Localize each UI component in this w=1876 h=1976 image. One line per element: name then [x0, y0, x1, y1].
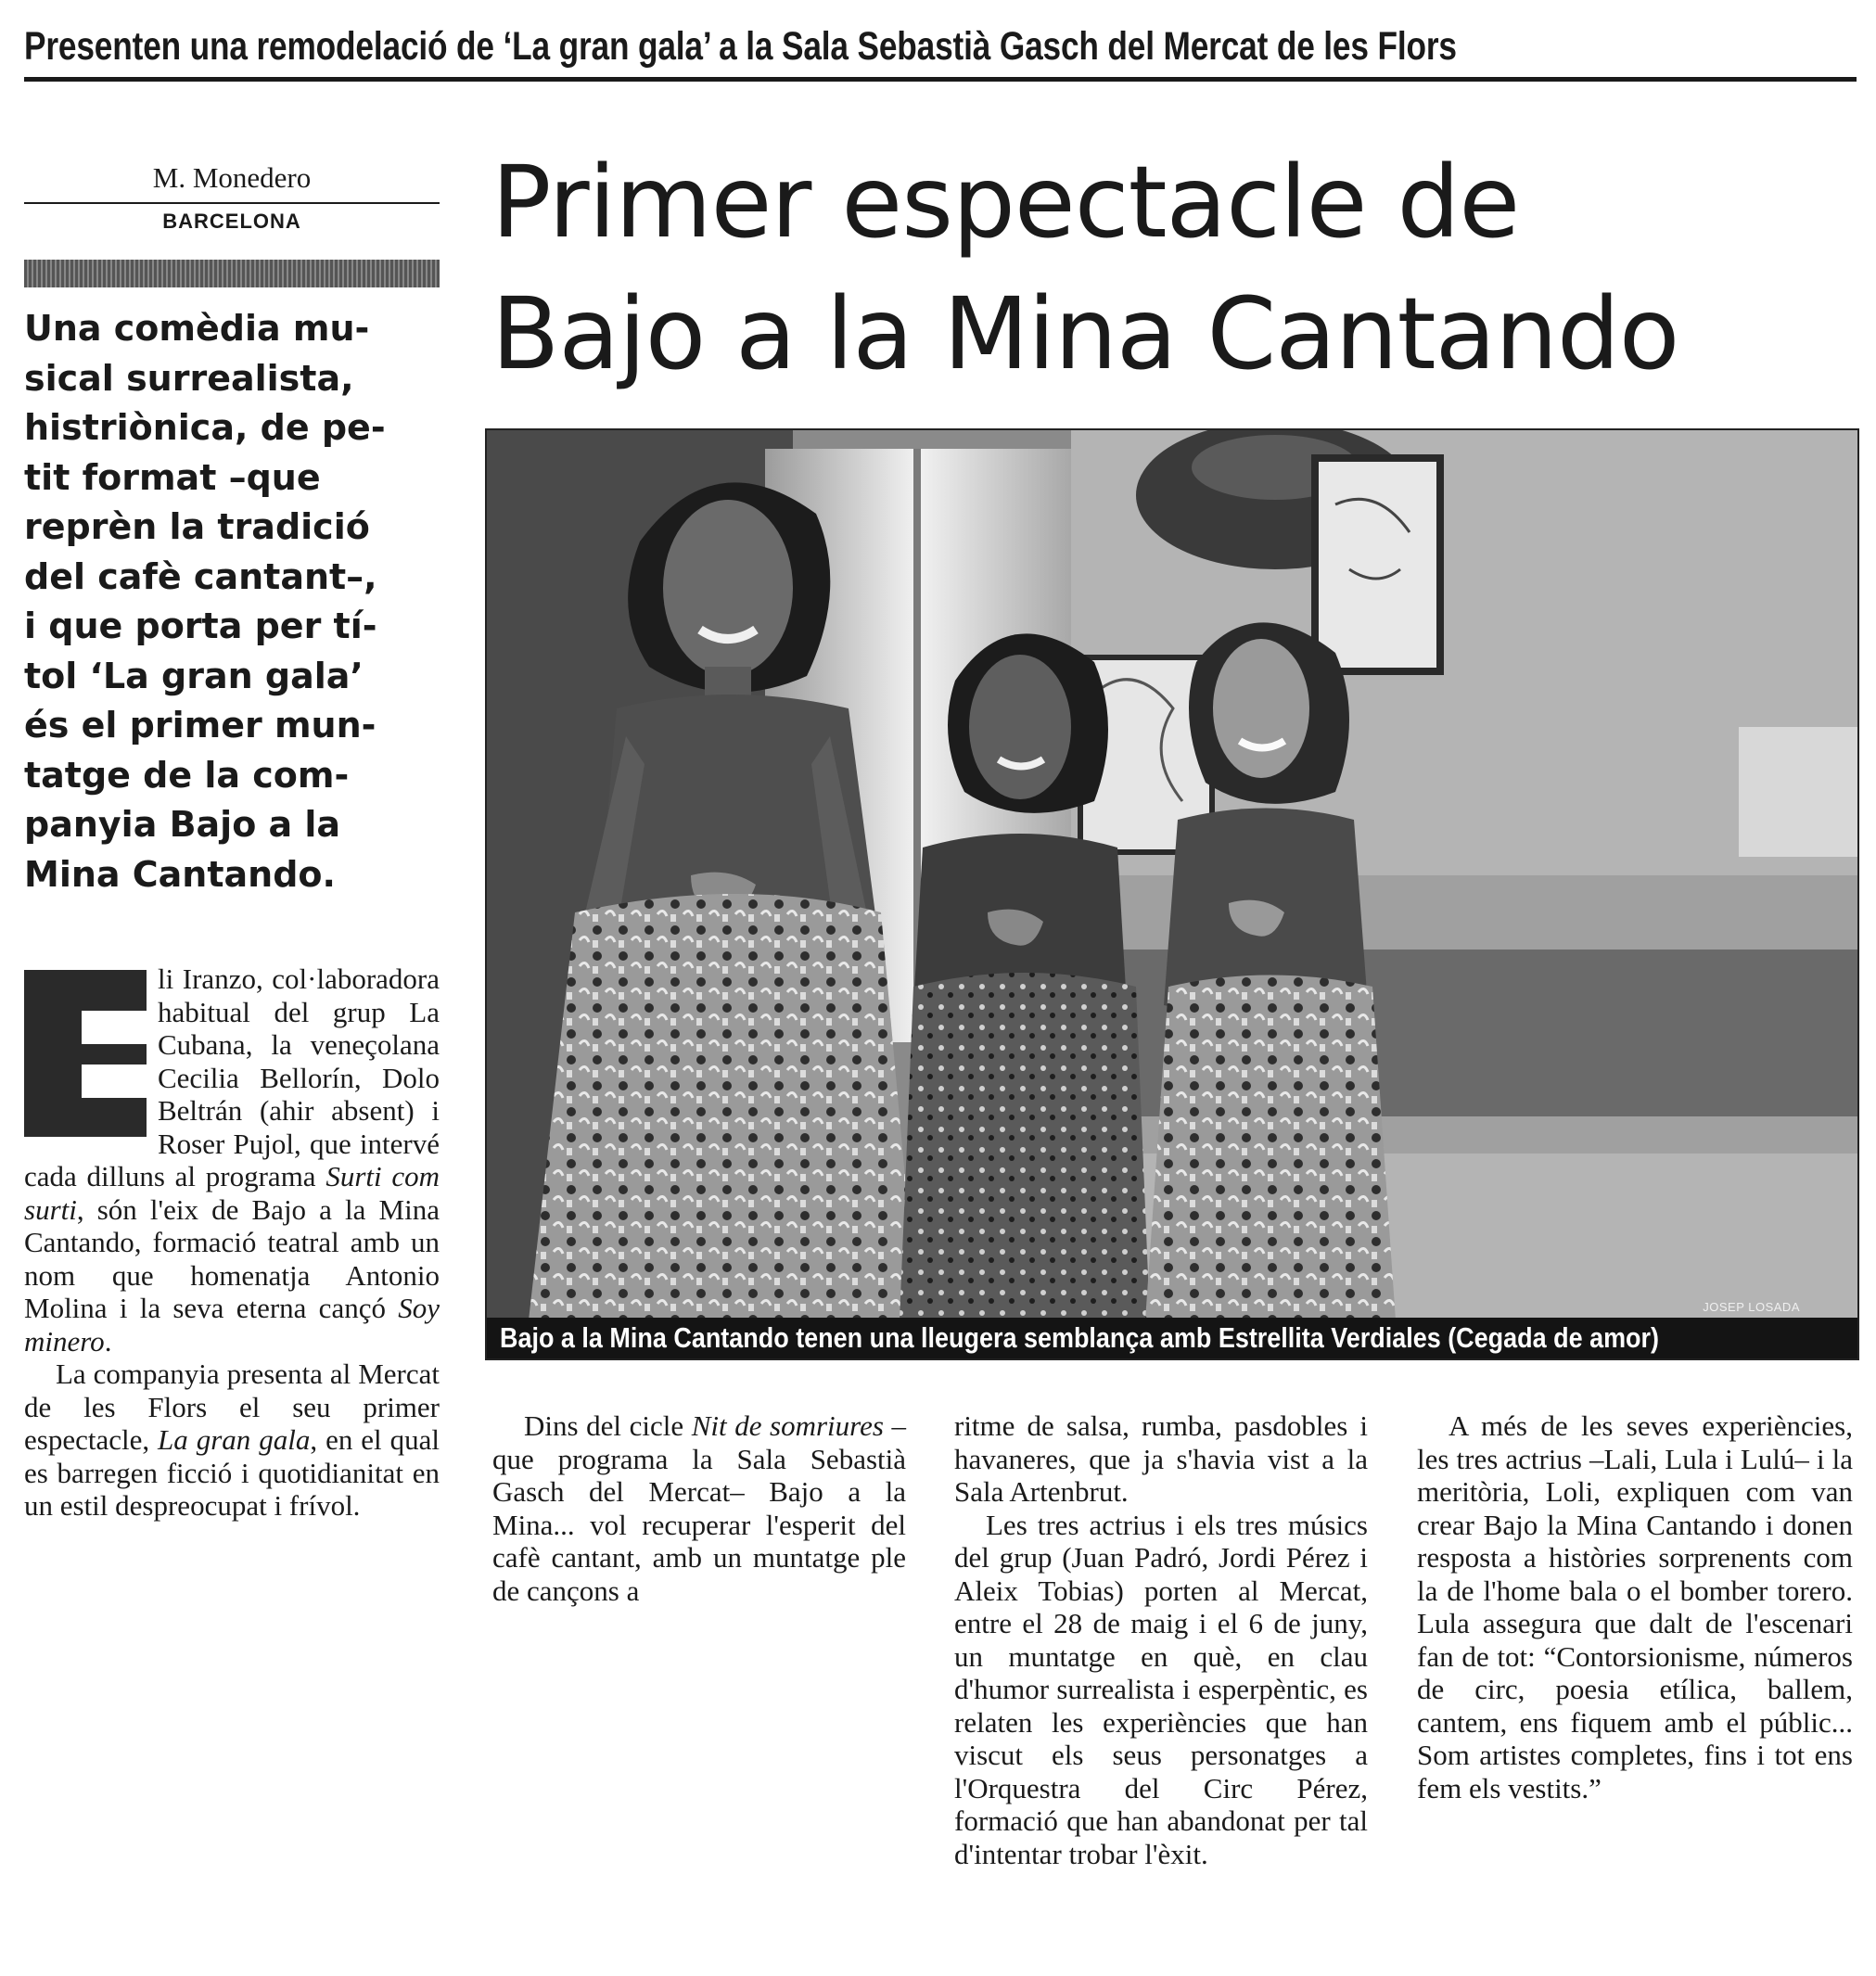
- byline-city: BARCELONA: [162, 210, 301, 233]
- photo-caption-text: Bajo a la Mina Cantando tenen una lleugera semblança amb Estrellita Verdiales (Cegada de amor): [500, 1321, 1659, 1354]
- text-run: Dins del cicle: [524, 1409, 692, 1442]
- paragraph: ritme de salsa, rumba, pasdobles i havaneres, que ja s'havia vist a la Sala Artenbrut.: [954, 1409, 1368, 1508]
- byline-author: M. Monedero: [24, 159, 440, 204]
- body-column-1: [24, 963, 440, 1523]
- paragraph: [492, 1409, 906, 1607]
- headline: [491, 137, 1864, 401]
- program-title: Surti com surti: [24, 1160, 440, 1226]
- article-summary: Una comèdia mu- sical surrealista, histriònica, de pe- tit format –que reprèn la tradició del cafè cantant–, i que porta per tí- tol ‘La gran gala’ és el primer mun- tatge de la com- panyia Bajo a la Mina Cantando.: [24, 308, 386, 895]
- show-title: La gran gala: [158, 1423, 311, 1456]
- photo-illustration: [487, 430, 1857, 1358]
- paragraph: A més de les seves experiències, les tres actrius –Lali, Lula i Lulú– i la meritòria, Loli, expliquen com van crear Bajo la Mina Cantando i donen resposta a històries sorprenents com la de l'home bala o el bomber torero. Lula assegura que dalt de l'escenari fan de tot: “Contorsionisme, números de circ, poesia etílica, ballem, cantem, ens fiquem amb el públic... Som artistes completes, fins i tot ens fem els vestits.”: [1417, 1409, 1853, 1804]
- paragraph: [24, 1358, 440, 1523]
- text-run: .: [104, 1324, 112, 1358]
- article-photo: [485, 428, 1859, 1360]
- paragraph: Les tres actrius i els tres músics del grup (Juan Padró, Jordi Pérez i Aleix Tobias) porten al Mercat, entre el 28 de maig i el 6 de juny, un muntatge en què, en clau d'humor surrealista i esperpèntic, es relaten les experiències que han viscut els seus personatges a l'Orquestra del Circ Pérez, formació que han abandonat per tal d'intentar trobar l'èxit.: [954, 1508, 1368, 1870]
- body-column-3: [954, 1409, 1368, 1870]
- body-column-2: [492, 1409, 906, 1607]
- headline-line-1: Primer espectacle de: [491, 146, 1520, 261]
- drop-cap: [24, 970, 147, 1137]
- text-run: , són l'eix de Bajo a la Mina Cantando, formació teatral amb un nom que homenatja Antonio Molina i la seva eterna cançó: [24, 1192, 440, 1324]
- cycle-title: Nit de somriures: [691, 1409, 884, 1442]
- decorative-rule: [24, 260, 440, 287]
- text-run: La companyia presenta al Mercat de les Flors el seu primer espectacle,: [24, 1358, 440, 1456]
- photo-caption: [487, 1318, 1857, 1358]
- photo-credit: JOSEP LOSADA: [1703, 1300, 1800, 1314]
- text-run: , en el qual es barregen ficció i quotidianitat en un estil despreocupat i frívol.: [24, 1423, 440, 1522]
- text-run: li Iranzo, col·laboradora habitual del grup La Cubana, la veneçolana Cecilia Bellorín, Dolo Beltrán (ahir absent) i Roser Pujol, que intervé cada dilluns al programa: [24, 963, 440, 1192]
- kicker-text: Presenten una remodelació de ‘La gran gala’ a la Sala Sebastià Gasch del Mercat de les Flors: [24, 24, 1457, 69]
- song-title: Soy minero: [24, 1292, 440, 1358]
- text-run: –que programa la Sala Sebastià Gasch del Mercat– Bajo a la Mina... vol recuperar l'esperit del cafè cantant, amb un muntatge ple de cançons a: [492, 1409, 906, 1607]
- kicker-bar: [24, 17, 1857, 82]
- body-column-4: [1417, 1409, 1853, 1804]
- headline-line-2: Bajo a la Mina Cantando: [491, 277, 1679, 392]
- byline: [24, 159, 440, 237]
